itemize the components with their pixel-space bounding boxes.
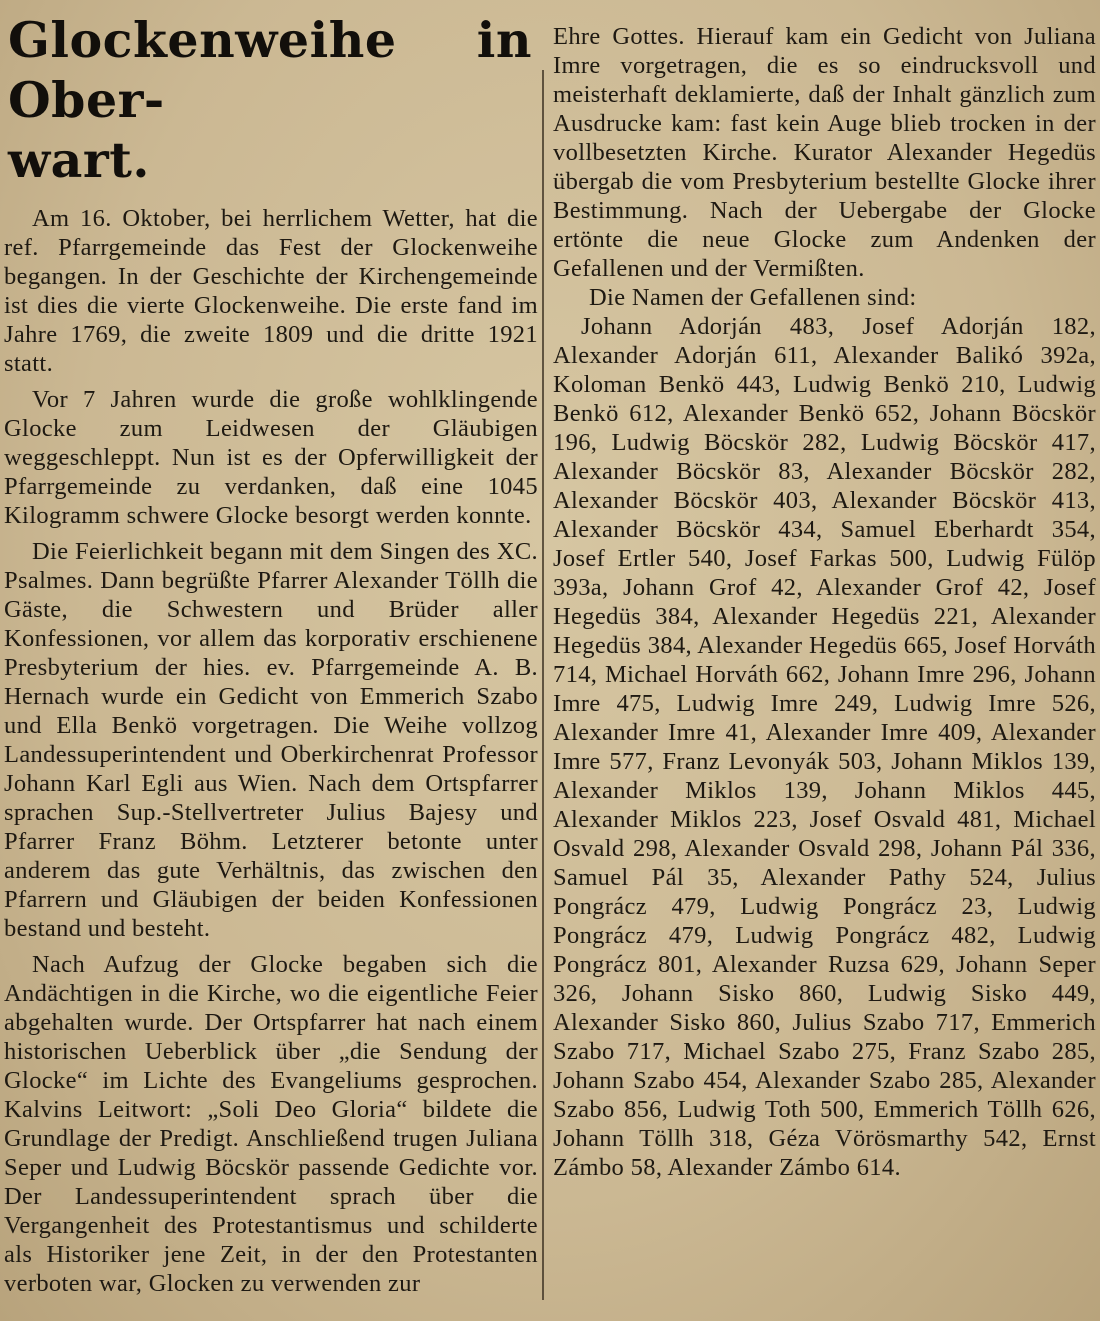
article-headline xyxy=(4,0,538,190)
headline-line-2: wart. xyxy=(8,131,150,189)
paragraph-2: Vor 7 Jahren wurde die große wohlklingende Glocke zum Leidwesen der Gläubigen weggeschleppt. Nun ist es der Opferwilligkeit der Pfarrgemeinde zu verdanken, daß eine 1045 Kilogramm schwere Glocke besorgt werden konnte. xyxy=(4,386,538,529)
names-heading: Die Namen der Gefallenen sind: xyxy=(589,284,917,311)
left-column-body xyxy=(4,190,538,1298)
paragraph-4: Nach Aufzug der Glocke begaben sich die Andächtigen in die Kirche, wo die eigentliche Feier abgehalten wurde. Der Ortspfarrer hat nach einem historischen Ueberblick über „die Sendung der Glocke“ im Lichte des Evangeliums gesprochen. Kalvins Leitwort: „Soli Deo Gloria“ bildete die Grundlage der Predigt. Anschließend trugen Juliana Seper und Ludwig Böcskör passende Gedichte vor. Der Landessuperintendent sprach über die Vergangenheit des Protestantismus und schilderte als Historiker jene Zeit, in der den Protestanten verboten war, Glocken zu verwenden zur xyxy=(4,951,538,1297)
column-divider xyxy=(542,70,544,1300)
names-list: Johann Adorján 483, Josef Adorján 182, Alexander Adorján 611, Alexander Balikó 392a, Koloman Benkö 443, Ludwig Benkö 210, Ludwig Benkö 612, Alexander Benkö 652, Johann Böcskör 196, Ludwig Böcskör 282, Ludwig Böcskör 417, Alexander Böcskör 83, Alexander Böcskör 282, Alexander Böcskör 403, Alexander Böcskör 413, Alexander Böcskör 434, Samuel Eberhardt 354, Josef Ertler 540, Josef Farkas 500, Ludwig Fülöp 393a, Johann Grof 42, Alexander Grof 42, Josef Hegedüs 384, Alexander Hegedüs 221, Alexander Hegedüs 384, Alexander Hegedüs 665, Josef Horváth 714, Michael Horváth 662, Johann Imre 296, Johann Imre 475, Ludwig Imre 249, Ludwig Imre 526, Alexander Imre 41, Alexander Imre 409, Alexander Imre 577, Franz Levonyák 503, Johann Miklos 139, Alexander Miklos 139, Johann Miklos 445, Alexander Miklos 223, Josef Osvald 481, Michael Osvald 298, Alexander Osvald 298, Johann Pál 336, Samuel Pál 35, Alexander Pathy 524, Julius Pongrácz 479, Ludwig Pongrácz 23, Ludwig Pongrácz 479, Ludwig Pongrácz 482, Ludwig Pongrácz 801, Alexander Ruzsa 629, Johann Seper 326, Johann Sisko 860, Ludwig Sisko 449, Alexander Sisko 860, Julius Szabo 717, Emmerich Szabo 717, Michael Szabo 275, Franz Szabo 285, Johann Szabo 454, Alexander Szabo 285, Alexander Szabo 856, Ludwig Toth 500, Emmerich Töllh 626, Johann Töllh 318, Géza Vörösmarthy 542, Ernst Zámbo 58, Alexander Zámbo 614. xyxy=(553,313,1096,1181)
paragraph-3: Die Feierlichkeit begann mit dem Singen des XC. Psalmes. Dann begrüßte Pfarrer Alexander Töllh die Gäste, die Schwestern und Brüder aller Konfessionen, vor allem das korporativ erschienene Presbyterium der hies. ev. Pfarrgemeinde A. B. Hernach wurde ein Gedicht von Emmerich Szabo und Ella Benkö vorgetragen. Die Weihe vollzog Landessuperintendent und Oberkirchenrat Professor Johann Karl Egli aus Wien. Nach dem Ortspfarrer sprachen Sup.-Stellvertreter Julius Bajesy und Pfarrer Franz Böhm. Letzterer betonte unter anderem das gute Verhältnis, das zwischen den Pfarrern und Gläubigen der beiden Konfessionen bestand und besteht. xyxy=(4,538,538,942)
left-column xyxy=(4,0,538,1321)
paragraph-continuation: Ehre Gottes. Hierauf kam ein Gedicht von Juliana Imre vorgetragen, die es so eindrucksvoll und meisterhaft deklamierte, daß der Inhalt gänzlich zum Ausdrucke kam: fast kein Auge blieb trocken in der vollbesetzten Kirche. Kurator Alexander Hegedüs übergab die vom Presbyterium bestellte Glocke ihrer Bestimmung. Nach der Uebergabe der Glocke ertönte die neue Glocke zum Andenken der Gefallenen und der Vermißten. xyxy=(553,23,1096,282)
paragraph-1: Am 16. Oktober, bei herrlichem Wetter, hat die ref. Pfarrgemeinde das Fest der Glockenweihe begangen. In der Geschichte der Kirchengemeinde ist dies die vierte Glockenweihe. Die erste fand im Jahre 1769, die zweite 1809 und die dritte 1921 statt. xyxy=(4,205,538,377)
headline-line-1: Glockenweihe in Ober- xyxy=(8,11,532,129)
right-column xyxy=(553,0,1096,1321)
